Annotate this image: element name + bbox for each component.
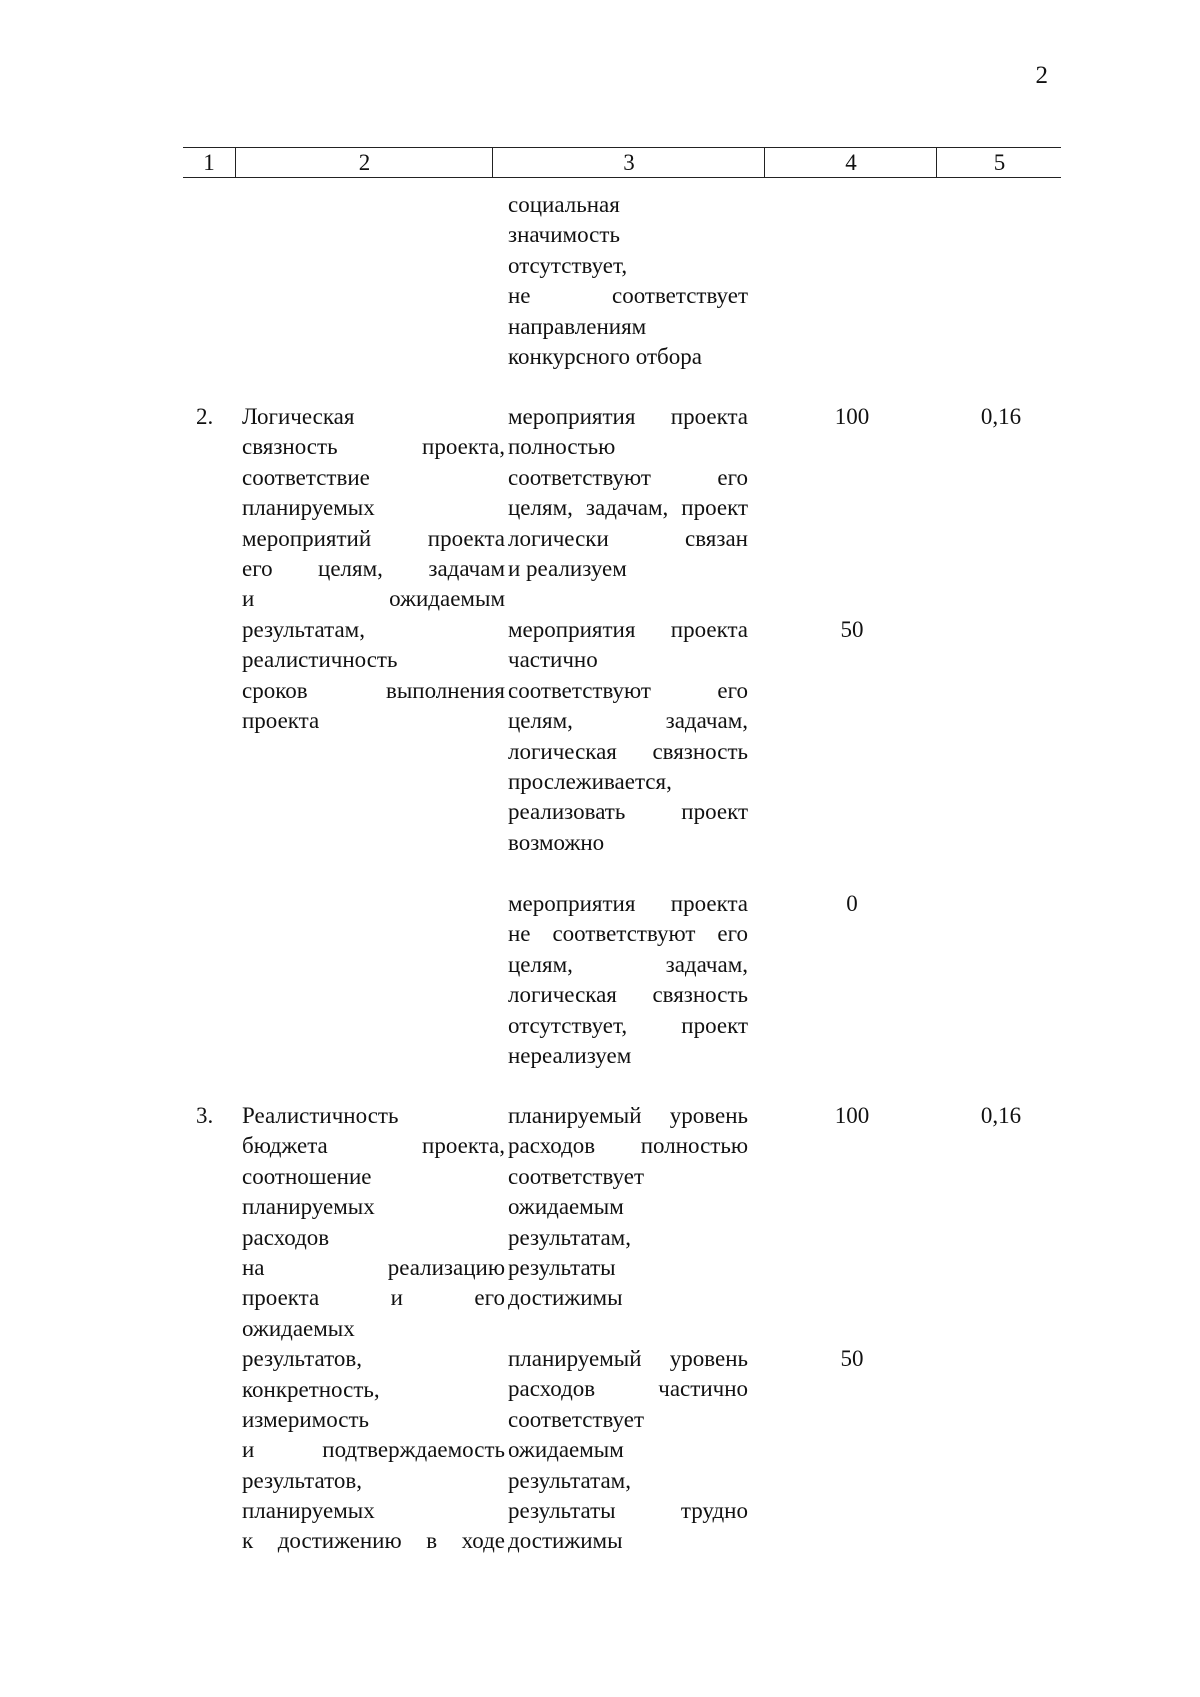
text-line: сроков выполнения <box>242 677 505 703</box>
text-line: реализовать проект <box>508 799 748 825</box>
text-line: не соответствуют его <box>508 921 748 947</box>
text-line: планируемых <box>242 1498 375 1524</box>
text-line: результатов, <box>242 1467 362 1493</box>
text-line: логически связан <box>508 525 748 551</box>
text-line: мероприятий проекта <box>242 525 505 551</box>
score-level-criteria <box>508 402 748 584</box>
text-line: нереализуем <box>508 1042 632 1068</box>
header-col-5: 5 <box>936 148 1062 177</box>
text-line: мероприятия проекта <box>508 404 748 429</box>
text-line: бюджета проекта, <box>242 1133 505 1159</box>
header-col-2: 2 <box>235 148 493 177</box>
text-line: результаты <box>508 1254 616 1280</box>
text-line: связность проекта, <box>242 434 505 460</box>
text-line: мероприятия проекта <box>508 617 748 642</box>
text-line: не соответствует <box>508 283 748 309</box>
weight-value: 0,16 <box>980 404 1022 429</box>
header-col-1: 1 <box>203 150 215 175</box>
page-number: 2 <box>1035 62 1048 89</box>
row-criterion-description <box>242 1101 505 1557</box>
text-line: результатам, <box>508 1224 631 1250</box>
text-line: целям, задачам, <box>508 708 748 734</box>
text-line: его целям, задачам <box>242 555 505 581</box>
text-line: планируемых <box>242 1194 375 1220</box>
text-line: логическая связность <box>508 982 748 1008</box>
text-line: отсутствует, проект <box>508 1012 748 1038</box>
text-line: результатам, <box>508 1467 631 1493</box>
continuation-criterion-text <box>508 190 748 372</box>
text-line: ожидаемым <box>508 1437 624 1463</box>
text-line: соответствуют его <box>508 464 748 490</box>
text-line: планируемый уровень <box>508 1346 748 1371</box>
text-line: ожидаемых <box>242 1315 355 1341</box>
table-header-row <box>183 147 1061 178</box>
text-line: целям, задачам, проект <box>508 495 748 521</box>
score-level-criteria <box>508 1344 748 1557</box>
text-line: измеримость <box>242 1406 370 1432</box>
text-line: соответствует <box>508 1406 645 1432</box>
text-line: расходов полностью <box>508 1133 748 1159</box>
text-line: логическая связность <box>508 738 748 764</box>
text-line: Логическая <box>242 404 355 429</box>
text-line: к достижению в ходе <box>242 1528 505 1554</box>
text-line: планируемый уровень <box>508 1103 748 1128</box>
text-line: ожидаемым <box>508 1194 624 1220</box>
score-level-criteria <box>508 615 748 858</box>
text-line: результатам, <box>242 616 365 642</box>
text-line: возможно <box>508 829 605 855</box>
score-value: 50 <box>840 1346 864 1371</box>
text-line: значимость <box>508 222 620 248</box>
text-line: планируемых <box>242 495 375 521</box>
score-level-criteria <box>508 1101 748 1314</box>
score-level-criteria <box>508 889 748 1071</box>
score-value: 100 <box>834 1103 870 1128</box>
score-value: 50 <box>840 617 864 642</box>
weight-value: 0,16 <box>980 1103 1022 1128</box>
text-line: результаты трудно <box>508 1497 748 1523</box>
text-line: полностью <box>508 434 616 460</box>
text-line: социальная <box>508 192 620 217</box>
text-line: достижимы <box>508 1528 623 1554</box>
text-line: результатов, <box>242 1346 362 1372</box>
score-value: 0 <box>846 891 858 916</box>
text-line: и подтверждаемость <box>242 1437 505 1463</box>
text-line: конкурсного отбора <box>508 343 702 369</box>
text-line: соответствуют его <box>508 677 748 703</box>
text-line: соответствует <box>508 1163 645 1189</box>
text-line: отсутствует, <box>508 252 628 278</box>
text-line: проекта и его <box>242 1285 505 1311</box>
text-line: на реализацию <box>242 1254 505 1280</box>
text-line: расходов частично <box>508 1376 748 1402</box>
text-line: соотношение <box>242 1163 372 1189</box>
text-line: достижимы <box>508 1285 623 1311</box>
text-line: реалистичность <box>242 647 398 673</box>
text-line: Реалистичность <box>242 1103 399 1128</box>
text-line: и ожидаемым <box>242 586 505 612</box>
text-line: мероприятия проекта <box>508 891 748 916</box>
header-col-3: 3 <box>492 148 765 177</box>
text-line: конкретность, <box>242 1376 380 1402</box>
row-number: 2. <box>196 404 214 429</box>
text-line: проекта <box>242 707 320 733</box>
text-line: целям, задачам, <box>508 951 748 977</box>
text-line: расходов <box>242 1224 330 1250</box>
text-line: направлениям <box>508 313 647 339</box>
text-line: и реализуем <box>508 555 627 581</box>
text-line: соответствие <box>242 464 370 490</box>
score-value: 100 <box>834 404 870 429</box>
header-col-4: 4 <box>764 148 937 177</box>
row-number: 3. <box>196 1103 214 1128</box>
row-criterion-description <box>242 402 505 736</box>
text-line: прослеживается, <box>508 768 672 794</box>
text-line: частично <box>508 647 598 673</box>
